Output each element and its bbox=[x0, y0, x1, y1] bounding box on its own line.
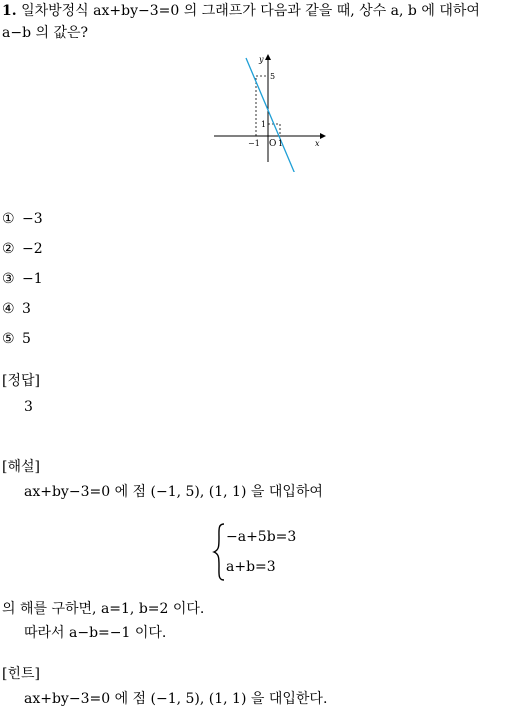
explanation-line-2: 의 해를 구하면, a=1, b=2 이다. bbox=[2, 601, 205, 617]
choice-4-text: 3 bbox=[22, 301, 31, 317]
hint-heading: [힌트] bbox=[2, 666, 40, 682]
choice-1-mark: ① bbox=[2, 211, 15, 227]
choice-3-mark: ③ bbox=[2, 271, 15, 287]
choice-5-text: 5 bbox=[22, 331, 31, 347]
explanation-line-1: ax+by−3=0 에 점 (−1, 5), (1, 1) 을 대입하여 bbox=[24, 484, 323, 500]
equation-2: a+b=3 bbox=[226, 559, 276, 575]
choice-5-mark: ⑤ bbox=[2, 331, 15, 347]
choice-3-text: −1 bbox=[22, 271, 43, 287]
choice-2-mark: ② bbox=[2, 241, 15, 257]
question-line-1 bbox=[2, 2, 480, 20]
x-tick-minus-1: −1 bbox=[248, 139, 260, 148]
choice-3[interactable] bbox=[2, 270, 43, 288]
x-axis-label: x bbox=[315, 139, 320, 148]
choice-4[interactable] bbox=[2, 300, 31, 318]
brace-icon bbox=[212, 522, 226, 582]
answer-heading: [정답] bbox=[2, 373, 40, 389]
x-axis-arrow-icon bbox=[320, 133, 326, 139]
y-axis-label: y bbox=[259, 55, 264, 64]
choice-1-text: −3 bbox=[22, 211, 43, 227]
choice-2[interactable] bbox=[2, 240, 43, 258]
explanation-line-3: 따라서 a−b=−1 이다. bbox=[24, 625, 167, 641]
choice-1[interactable] bbox=[2, 210, 43, 228]
graph-figure bbox=[210, 52, 330, 172]
y-axis-arrow-icon bbox=[265, 54, 271, 60]
question-line-2: a−b 의 값은? bbox=[2, 25, 89, 41]
choice-5[interactable] bbox=[2, 330, 31, 348]
explanation-heading: [해설] bbox=[2, 459, 40, 475]
y-tick-1: 1 bbox=[261, 120, 267, 129]
y-tick-5: 5 bbox=[270, 72, 276, 81]
question-number: 1. bbox=[2, 3, 17, 19]
graph-svg bbox=[210, 52, 330, 172]
choice-2-text: −2 bbox=[22, 241, 43, 257]
hint-line-1: ax+by−3=0 에 점 (−1, 5), (1, 1) 을 대입한다. bbox=[24, 691, 328, 707]
equation-1: −a+5b=3 bbox=[226, 529, 297, 545]
question-text: 일차방정식 ax+by−3=0 의 그래프가 다음과 같을 때, 상수 a, b 에 대하여 bbox=[21, 3, 480, 19]
x-tick-1: 1 bbox=[278, 139, 284, 148]
choice-4-mark: ④ bbox=[2, 301, 15, 317]
origin-label: O bbox=[269, 139, 277, 149]
equation-system bbox=[212, 522, 332, 582]
answer-value: 3 bbox=[24, 399, 33, 415]
